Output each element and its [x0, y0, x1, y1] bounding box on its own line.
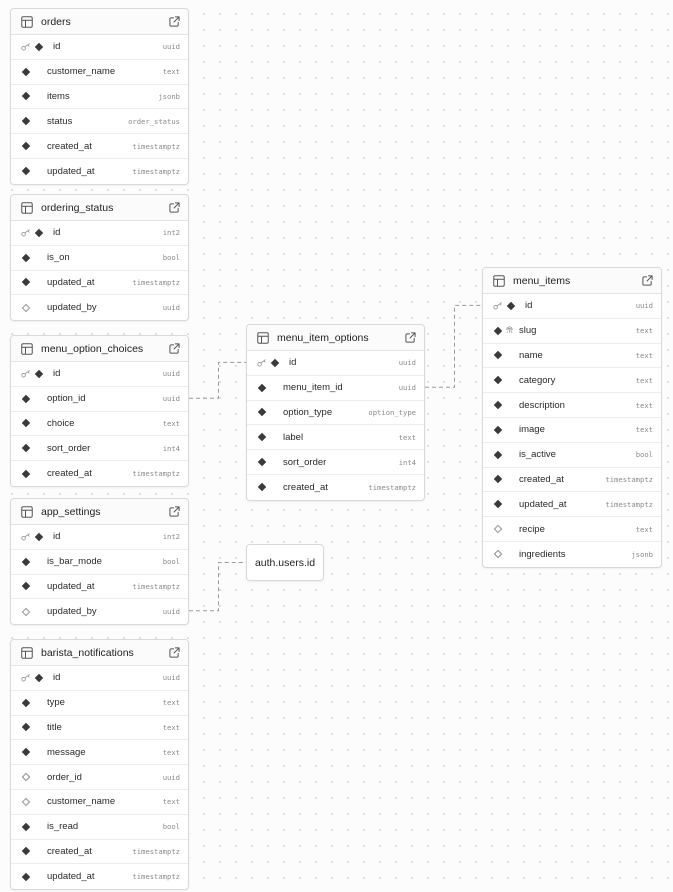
table-header[interactable]	[11, 336, 188, 362]
external-link-icon[interactable]	[169, 16, 180, 27]
not-null-icon	[22, 419, 30, 427]
column-icons	[493, 476, 519, 482]
column-icons	[21, 279, 47, 285]
column-name: id	[53, 41, 61, 53]
column-row[interactable]	[11, 864, 188, 889]
column-name: customer_name	[47, 796, 116, 808]
table-icon	[21, 16, 33, 28]
column-name: created_at	[519, 473, 564, 485]
column-type: text	[162, 418, 180, 428]
column-name: is_bar_mode	[47, 556, 102, 568]
key-icon	[21, 229, 31, 237]
column-name: ingredients	[519, 548, 566, 560]
column-icons	[21, 255, 47, 261]
not-null-icon	[507, 302, 515, 310]
column-type: text	[398, 432, 416, 442]
column-icons	[21, 848, 47, 854]
column-icons	[493, 352, 519, 358]
column-row[interactable]	[11, 134, 188, 159]
column-row[interactable]	[11, 765, 188, 790]
column-row[interactable]	[11, 461, 188, 486]
column-name: updated_by	[47, 606, 97, 618]
not-null-icon	[258, 433, 266, 441]
column-row[interactable]	[11, 85, 188, 110]
table-name: menu_option_choices	[41, 342, 144, 355]
column-icons	[493, 452, 519, 458]
column-name: updated_by	[47, 302, 97, 314]
column-name: id	[289, 357, 297, 369]
column-type: text	[635, 425, 653, 435]
column-row[interactable]	[11, 666, 188, 691]
column-name: created_at	[47, 468, 92, 480]
not-null-icon	[35, 674, 43, 682]
column-icons	[21, 305, 47, 311]
column-icons	[21, 559, 47, 565]
column-icons	[21, 43, 47, 51]
column-row[interactable]	[11, 550, 188, 575]
key-icon	[21, 533, 31, 541]
column-row[interactable]	[483, 492, 661, 517]
column-type: text	[635, 326, 653, 336]
key-icon	[21, 674, 31, 682]
key-icon	[21, 43, 31, 51]
column-icons	[257, 459, 283, 465]
key-icon	[257, 359, 267, 367]
column-type: text	[162, 797, 180, 807]
column-row[interactable]	[11, 790, 188, 815]
column-row[interactable]	[483, 393, 661, 418]
column-name: id	[53, 531, 61, 543]
nullable-icon	[22, 773, 30, 781]
column-type: uuid	[162, 673, 180, 683]
column-icons	[21, 168, 47, 174]
not-null-icon	[22, 444, 30, 452]
column-type: option_type	[368, 407, 416, 417]
not-null-icon	[22, 873, 30, 881]
external-link-icon[interactable]	[169, 202, 180, 213]
external-link-icon[interactable]	[642, 275, 653, 286]
column-row[interactable]	[11, 295, 188, 320]
column-icons	[21, 420, 47, 426]
column-name: is_active	[519, 449, 556, 461]
column-row[interactable]	[483, 344, 661, 369]
column-name: choice	[47, 417, 75, 429]
column-icons	[493, 427, 519, 433]
column-icons	[21, 824, 47, 830]
column-type: bool	[162, 557, 180, 567]
column-row[interactable]	[247, 376, 424, 401]
table-name: orders	[41, 15, 71, 28]
not-null-icon	[271, 359, 279, 367]
column-name: name	[519, 349, 543, 361]
column-type: uuid	[162, 369, 180, 379]
not-null-icon	[494, 500, 502, 508]
key-icon	[493, 302, 503, 310]
not-null-icon	[494, 450, 502, 458]
column-icons	[257, 385, 283, 391]
column-name: created_at	[47, 140, 92, 152]
column-type: order_status	[128, 116, 180, 126]
not-null-icon	[258, 383, 266, 391]
column-name: updated_at	[47, 580, 95, 592]
column-icons	[257, 409, 283, 415]
column-row[interactable]	[247, 351, 424, 376]
table-icon	[21, 647, 33, 659]
column-icons	[21, 674, 47, 682]
column-row[interactable]	[11, 525, 188, 550]
column-icons	[21, 143, 47, 149]
column-icons	[21, 118, 47, 124]
nullable-fk-icon	[22, 798, 30, 806]
table-card-barista-notifications[interactable]	[10, 639, 189, 890]
column-name: option_type	[283, 406, 333, 418]
column-type: text	[635, 375, 653, 385]
table-name: barista_notifications	[41, 646, 134, 659]
column-name: customer_name	[47, 66, 116, 78]
not-null-icon	[494, 351, 502, 359]
column-icons	[21, 533, 47, 541]
column-icons	[21, 471, 47, 477]
column-name: message	[47, 746, 86, 758]
not-null-icon	[22, 253, 30, 261]
not-null-icon	[22, 142, 30, 150]
column-icons	[493, 326, 519, 335]
not-null-icon	[22, 167, 30, 175]
table-card-app-settings[interactable]	[10, 498, 189, 625]
column-icons	[21, 69, 47, 75]
column-type: timestamptz	[368, 482, 416, 492]
external-link-icon[interactable]	[169, 343, 180, 354]
not-null-icon	[22, 67, 30, 75]
column-type: jsonb	[158, 91, 180, 101]
column-row[interactable]	[11, 35, 188, 60]
column-icons	[21, 396, 47, 402]
column-name: title	[47, 721, 62, 733]
column-type: uuid	[162, 772, 180, 782]
not-null-icon	[22, 582, 30, 590]
column-row[interactable]	[483, 542, 661, 567]
column-type: timestamptz	[132, 846, 180, 856]
column-icons	[21, 229, 47, 237]
column-type: text	[162, 67, 180, 77]
column-icons	[21, 609, 47, 615]
external-link-icon[interactable]	[169, 647, 180, 658]
column-type: bool	[162, 253, 180, 263]
not-null-icon	[22, 469, 30, 477]
column-row[interactable]	[11, 271, 188, 296]
not-null-icon	[35, 533, 43, 541]
not-null-icon	[494, 475, 502, 483]
column-type: text	[162, 722, 180, 732]
column-name: created_at	[283, 481, 328, 493]
column-type: text	[635, 524, 653, 534]
column-row[interactable]	[483, 468, 661, 493]
table-card-menu-items[interactable]	[482, 267, 662, 568]
fingerprint-icon	[505, 326, 514, 335]
column-name: id	[53, 672, 61, 684]
column-name: id	[53, 368, 61, 380]
reference-auth-users[interactable]: auth.users.id	[246, 544, 324, 581]
column-type: jsonb	[631, 549, 653, 559]
relationship-line-menu-item-id	[425, 305, 482, 387]
not-null-icon	[22, 117, 30, 125]
not-null-icon	[494, 376, 502, 384]
column-type: int4	[162, 443, 180, 453]
table-name: app_settings	[41, 505, 101, 518]
not-null-icon	[22, 557, 30, 565]
column-row[interactable]	[11, 362, 188, 387]
column-name: items	[47, 90, 70, 102]
table-name: menu_items	[513, 274, 571, 287]
table-header[interactable]	[11, 499, 188, 525]
column-type: int2	[162, 228, 180, 238]
column-type: uuid	[398, 383, 416, 393]
not-null-icon	[22, 723, 30, 731]
column-name: id	[53, 227, 61, 239]
column-name: recipe	[519, 523, 545, 535]
column-name: updated_at	[519, 498, 567, 510]
column-icons	[493, 402, 519, 408]
column-name: is_read	[47, 821, 79, 833]
table-header[interactable]	[11, 195, 188, 221]
column-row[interactable]	[11, 109, 188, 134]
not-null-icon	[22, 92, 30, 100]
column-icons	[257, 434, 283, 440]
column-icons	[493, 526, 519, 532]
table-header[interactable]	[483, 268, 661, 294]
column-row[interactable]	[247, 475, 424, 500]
not-null-icon	[22, 698, 30, 706]
table-header[interactable]	[11, 9, 188, 35]
nullable-fk-icon	[22, 304, 30, 312]
column-icons	[21, 799, 47, 805]
column-icons	[493, 551, 519, 557]
table-name: ordering_status	[41, 201, 114, 214]
not-null-icon	[258, 408, 266, 416]
column-row[interactable]	[247, 425, 424, 450]
column-row[interactable]	[11, 716, 188, 741]
column-name: type	[47, 697, 65, 709]
table-card-orders[interactable]	[10, 8, 189, 185]
column-type: text	[635, 400, 653, 410]
column-name: status	[47, 115, 73, 127]
column-row[interactable]	[11, 599, 188, 624]
column-type: int2	[162, 532, 180, 542]
table-header[interactable]	[11, 640, 188, 666]
column-icons	[21, 874, 47, 880]
column-name: order_id	[47, 771, 82, 783]
column-row[interactable]	[11, 740, 188, 765]
nullable-icon	[494, 550, 502, 558]
not-null-icon	[258, 483, 266, 491]
relationship-line-updated-by	[189, 563, 246, 611]
column-name: slug	[519, 325, 537, 337]
column-row[interactable]	[483, 517, 661, 542]
column-icons	[257, 359, 283, 367]
nullable-fk-icon	[22, 608, 30, 616]
external-link-icon[interactable]	[405, 332, 416, 343]
column-name: updated_at	[47, 165, 95, 177]
column-row[interactable]	[483, 368, 661, 393]
column-icons	[493, 377, 519, 383]
not-null-icon	[22, 822, 30, 830]
not-null-icon	[22, 847, 30, 855]
table-icon	[21, 343, 33, 355]
table-icon	[493, 275, 505, 287]
not-null-icon	[35, 43, 43, 51]
table-icon	[21, 506, 33, 518]
column-type: bool	[162, 822, 180, 832]
table-header[interactable]	[247, 325, 424, 351]
column-type: timestamptz	[605, 474, 653, 484]
column-icons	[21, 370, 47, 378]
column-icons	[21, 700, 47, 706]
column-icons	[21, 583, 47, 589]
table-card-menu-option-choices[interactable]	[10, 335, 189, 487]
column-row[interactable]	[247, 401, 424, 426]
column-row[interactable]	[11, 436, 188, 461]
column-type: bool	[635, 450, 653, 460]
column-row[interactable]	[11, 60, 188, 85]
not-null-icon	[258, 458, 266, 466]
column-type: text	[162, 698, 180, 708]
table-card-ordering-status[interactable]	[10, 194, 189, 321]
column-name: sort_order	[47, 442, 91, 454]
not-null-icon	[35, 229, 43, 237]
column-name: category	[519, 374, 556, 386]
column-icons	[257, 484, 283, 490]
column-type: text	[162, 747, 180, 757]
external-link-icon[interactable]	[169, 506, 180, 517]
column-row[interactable]	[483, 294, 661, 319]
column-row[interactable]	[11, 221, 188, 246]
column-type: timestamptz	[132, 141, 180, 151]
column-row[interactable]	[11, 159, 188, 184]
column-name: created_at	[47, 845, 92, 857]
column-row[interactable]	[11, 840, 188, 865]
not-null-icon	[22, 394, 30, 402]
column-icons	[493, 501, 519, 507]
column-row[interactable]	[483, 418, 661, 443]
table-card-menu-item-options[interactable]	[246, 324, 425, 501]
column-type: timestamptz	[132, 469, 180, 479]
column-row[interactable]	[11, 691, 188, 716]
not-null-icon	[35, 370, 43, 378]
column-row[interactable]	[483, 319, 661, 344]
not-null-icon	[22, 278, 30, 286]
column-row[interactable]	[247, 450, 424, 475]
column-icons	[21, 724, 47, 730]
table-icon	[257, 332, 269, 344]
column-icons	[21, 445, 47, 451]
column-row[interactable]	[483, 443, 661, 468]
nullable-fk-icon	[494, 525, 502, 533]
table-name: menu_item_options	[277, 331, 369, 344]
column-row[interactable]	[11, 575, 188, 600]
column-name: sort_order	[283, 456, 327, 468]
column-icons	[21, 774, 47, 780]
column-name: description	[519, 399, 565, 411]
key-icon	[21, 370, 31, 378]
column-name: label	[283, 431, 304, 443]
column-row[interactable]	[11, 815, 188, 840]
column-type: timestamptz	[605, 499, 653, 509]
column-icons	[493, 302, 519, 310]
column-type: text	[635, 350, 653, 360]
column-icons	[21, 93, 47, 99]
column-type: uuid	[162, 607, 180, 617]
column-name: image	[519, 424, 545, 436]
relationship-line-option-id	[189, 362, 246, 398]
column-type: timestamptz	[132, 872, 180, 882]
table-icon	[21, 202, 33, 214]
column-type: timestamptz	[132, 166, 180, 176]
not-null-icon	[22, 748, 30, 756]
column-name: updated_at	[47, 871, 95, 883]
column-row[interactable]	[11, 246, 188, 271]
not-null-icon	[494, 426, 502, 434]
column-type: uuid	[162, 42, 180, 52]
column-row[interactable]	[11, 387, 188, 412]
column-name: menu_item_id	[283, 382, 343, 394]
column-type: timestamptz	[132, 277, 180, 287]
column-name: is_on	[47, 252, 70, 264]
column-type: uuid	[635, 301, 653, 311]
column-type: uuid	[398, 358, 416, 368]
column-type: uuid	[162, 303, 180, 313]
column-row[interactable]	[11, 412, 188, 437]
column-name: option_id	[47, 393, 86, 405]
column-icons	[21, 749, 47, 755]
column-type: int4	[398, 457, 416, 467]
column-type: timestamptz	[132, 581, 180, 591]
column-name: updated_at	[47, 276, 95, 288]
not-null-icon	[494, 401, 502, 409]
column-name: id	[525, 300, 533, 312]
not-null-icon	[494, 326, 502, 334]
column-type: uuid	[162, 394, 180, 404]
